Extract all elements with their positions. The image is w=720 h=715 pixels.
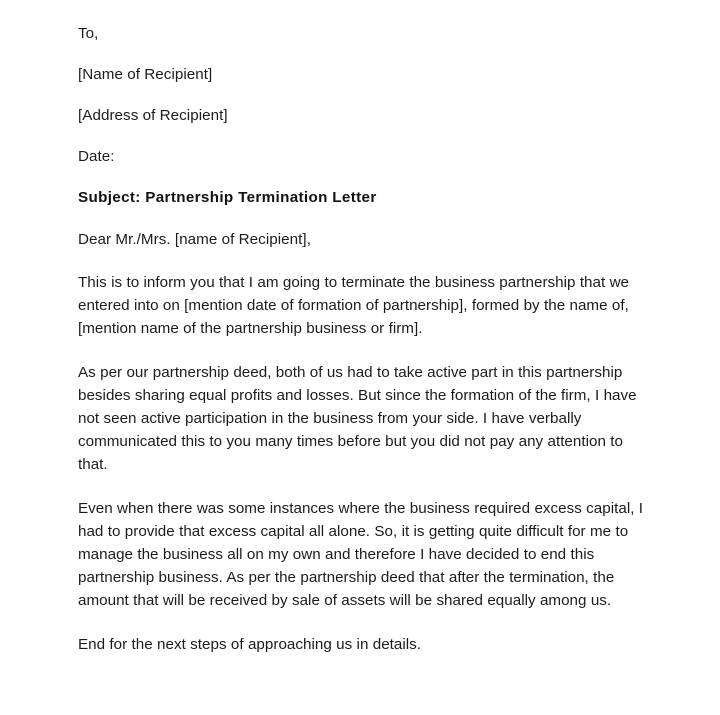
recipient-address-placeholder: [Address of Recipient] [78, 107, 228, 124]
body-paragraph-clipped: End for the next steps of approaching us in details. [78, 635, 422, 653]
to-label: To, [78, 25, 99, 42]
body-paragraph: As per our partnership deed, both of us had to take active part in this partnership besides sharing equal profits and losses. But since the formation of the firm, I have not seen active participation in the business from your side. I have verbally communicated this to you many times before but you did not pay any attention to that. [78, 363, 637, 474]
date-label: Date: [78, 148, 115, 165]
letter-content [78, 22, 648, 653]
recipient-name-placeholder: [Name of Recipient] [78, 66, 213, 83]
salutation: Dear Mr./Mrs. [name of Recipient], [78, 231, 311, 248]
body-paragraph: This is to inform you that I am going to terminate the business partnership that we entered into on [mention date of formation of partnership], formed by the name of, [mention name of the partnership business or firm]. [78, 274, 630, 338]
subject-line: Subject: Partnership Termination Letter [78, 189, 377, 206]
body-paragraph: Even when there was some instances where the business required excess capital, I had to provide that excess capital all alone. So, it is getting quite difficult for me to manage the business all on my own and therefore I have decided to end this partnership business. As per the partnership deed that after the termination, the amount that will be received by sale of assets will be shared equally among us. [78, 499, 644, 610]
